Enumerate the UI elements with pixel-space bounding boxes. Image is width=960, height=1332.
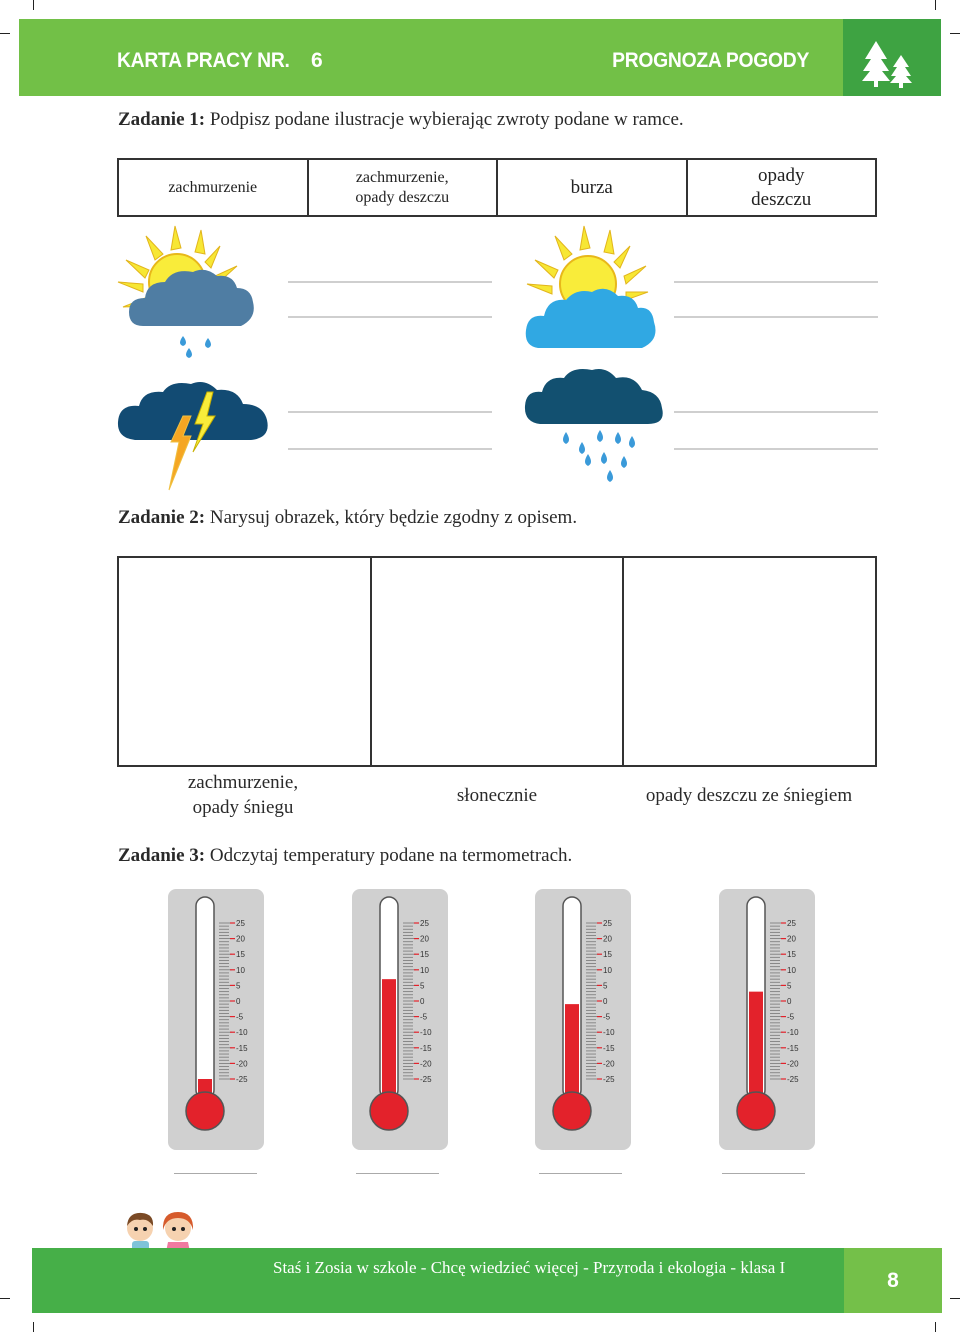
sun-cloud-rain-icon — [113, 222, 273, 367]
scale-label: -5 — [236, 1012, 244, 1022]
scale-label: -10 — [603, 1028, 615, 1038]
scale-label: 5 — [787, 981, 792, 991]
scale-label: 20 — [787, 934, 796, 944]
temperature-answer-line[interactable] — [356, 1173, 439, 1174]
scale-label: -25 — [420, 1075, 432, 1084]
mercury-column — [749, 992, 763, 1099]
scale-label: -25 — [236, 1075, 248, 1084]
crop-mark — [0, 33, 10, 34]
thermometer-svg — [719, 889, 815, 1150]
scale-label: 25 — [420, 919, 429, 928]
storm-cloud-lightning-icon — [113, 378, 273, 498]
scale-label: -5 — [787, 1012, 795, 1022]
footer-bar — [32, 1248, 942, 1313]
thermometer-svg — [535, 889, 631, 1150]
scale-label: -5 — [420, 1012, 428, 1022]
header-bar — [19, 19, 941, 96]
scale-label: -15 — [603, 1043, 615, 1053]
scale-label: 10 — [236, 965, 245, 975]
scale-label: -20 — [603, 1059, 615, 1069]
task3-instruction — [118, 845, 572, 867]
crop-mark — [935, 1322, 936, 1332]
crop-mark — [33, 0, 34, 10]
thermometer-svg — [352, 889, 448, 1150]
scale-label: 10 — [420, 965, 429, 975]
answer-line — [288, 411, 492, 413]
footer-text: Staś i Zosia w szkole - Chcę wiedzieć więcej - Przyroda i ekologia - klasa I — [273, 1258, 786, 1277]
word-box-cell: opady deszczu — [751, 164, 812, 210]
drawing-caption: opady deszczu ze śniegiem — [645, 785, 853, 806]
task1-text: Podpisz podane ilustracje wybierając zwroty podane w ramce. — [205, 109, 684, 130]
scale-label: 20 — [420, 934, 429, 944]
scale-label: 15 — [420, 950, 429, 960]
thermometer-bulb — [370, 1092, 408, 1130]
crop-mark — [0, 1298, 10, 1299]
scale-label: 15 — [787, 950, 796, 960]
page-number: 8 — [844, 1248, 942, 1313]
scale-label: -15 — [420, 1043, 432, 1053]
scale-label: 0 — [787, 997, 792, 1006]
scale-label: -5 — [603, 1012, 611, 1022]
word-box-cell: burza — [498, 160, 688, 215]
crop-mark — [33, 1322, 34, 1332]
scale-label: -25 — [603, 1075, 615, 1084]
answer-line — [288, 448, 492, 450]
word-box-cell: zachmurzenie — [119, 160, 309, 215]
drawing-box[interactable] — [119, 558, 372, 765]
rain-cloud-icon — [520, 366, 670, 490]
drawing-caption: słonecznie — [456, 785, 538, 806]
drawing-box[interactable] — [372, 558, 625, 765]
crop-mark — [950, 33, 960, 34]
scale-label: -10 — [787, 1028, 799, 1038]
scale-label: -20 — [236, 1059, 248, 1069]
thermometer — [352, 889, 448, 1150]
answer-line — [674, 281, 878, 283]
scale-label: -15 — [236, 1043, 248, 1053]
scale-label: -15 — [787, 1043, 799, 1053]
scale-label: 10 — [603, 965, 612, 975]
thermometer-bulb — [737, 1092, 775, 1130]
scale-label: 15 — [236, 950, 245, 960]
temperature-answer-line[interactable] — [539, 1173, 622, 1174]
answer-line — [288, 316, 492, 318]
task2-text: Narysuj obrazek, który będzie zgodny z opisem. — [205, 507, 578, 528]
thermometer-bulb — [553, 1092, 591, 1130]
answer-line — [674, 316, 878, 318]
thermometer — [535, 889, 631, 1150]
mercury-column — [382, 979, 396, 1099]
scale-label: 25 — [603, 919, 612, 928]
scale-label: -10 — [420, 1028, 432, 1038]
worksheet-topic: PROGNOZA POGODY — [612, 49, 809, 72]
scale-label: 25 — [787, 919, 796, 928]
task3-text: Odczytaj temperatury podane na termometrach. — [205, 845, 573, 866]
drawing-grid — [117, 556, 877, 767]
scale-label: 0 — [420, 997, 425, 1006]
scale-label: -20 — [420, 1059, 432, 1069]
scale-label: 0 — [236, 997, 241, 1006]
task2-instruction — [118, 507, 577, 529]
scale-label: 25 — [236, 919, 245, 928]
thermometer — [719, 889, 815, 1150]
worksheet-number: 6 — [311, 49, 323, 72]
scale-label: 20 — [236, 934, 245, 944]
scale-label: -20 — [787, 1059, 799, 1069]
word-box — [117, 158, 877, 217]
answer-line — [288, 281, 492, 283]
scale-label: -10 — [236, 1028, 248, 1038]
temperature-answer-line[interactable] — [722, 1173, 805, 1174]
task2-label: Zadanie 2: — [118, 507, 206, 528]
crop-mark — [935, 0, 936, 10]
pine-trees-icon — [843, 19, 941, 96]
word-box-cell: zachmurzenie, opady deszczu — [309, 160, 499, 215]
scale-label: 5 — [603, 981, 608, 991]
scale-label: 0 — [603, 997, 608, 1006]
sun-cloud-icon — [520, 222, 680, 357]
task1-label: Zadanie 1: — [118, 109, 206, 130]
task1-instruction — [118, 109, 684, 131]
answer-line — [674, 411, 878, 413]
scale-label: 5 — [236, 981, 241, 991]
worksheet-title: KARTA PRACY NR. — [117, 49, 290, 72]
scale-label: 20 — [603, 934, 612, 944]
answer-line — [674, 448, 878, 450]
scale-label: 15 — [603, 950, 612, 960]
mercury-column — [565, 1004, 579, 1099]
scale-label: 5 — [420, 981, 425, 991]
scale-label: 10 — [787, 965, 796, 975]
thermometer-svg — [168, 889, 264, 1150]
thermometer-bulb — [186, 1092, 224, 1130]
thermometer — [168, 889, 264, 1150]
scale-label: -25 — [787, 1075, 799, 1084]
drawing-caption: zachmurzenie, opady śniegu — [187, 772, 299, 818]
temperature-answer-line[interactable] — [174, 1173, 257, 1174]
drawing-box[interactable] — [624, 558, 875, 765]
crop-mark — [950, 1298, 960, 1299]
task3-label: Zadanie 3: — [118, 845, 206, 866]
